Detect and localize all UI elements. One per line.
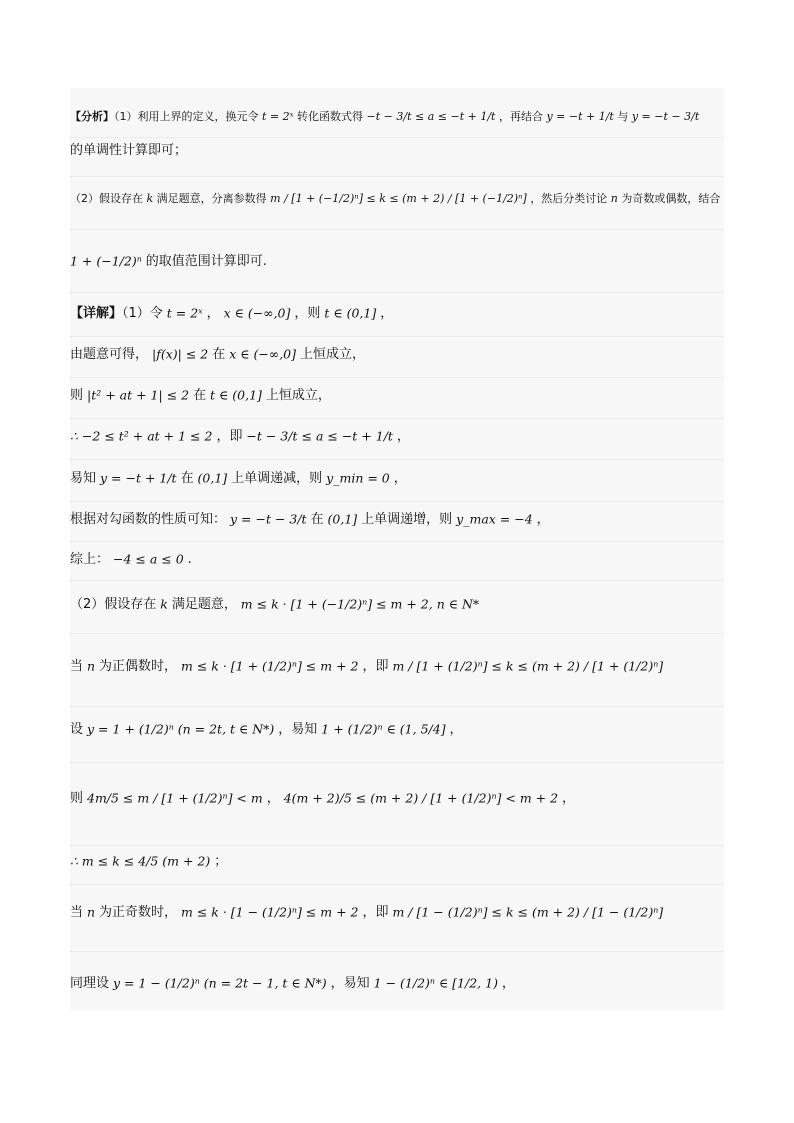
text-run: 当 [70, 659, 84, 674]
text-run: 综上： [70, 552, 110, 567]
math-expression: y = 1 + (1/2)ⁿ (n = 2t, t ∈ N*) [83, 721, 279, 737]
text-run: 同理设 [70, 976, 110, 991]
text-run: 为奇数或偶数，结合 [621, 192, 721, 205]
solution-line [70, 430, 724, 443]
line-separator [70, 176, 724, 177]
math-expression: y_max = −4 [452, 511, 537, 527]
line-separator [70, 541, 724, 542]
math-expression: y = 1 − (1/2)ⁿ (n = 2t − 1, t ∈ N*) [109, 975, 331, 991]
solution-line [70, 513, 724, 526]
math-expression: m / [1 − (1/2)ⁿ] ≤ k ≤ (m + 2) / [1 − (1/2)ⁿ] [388, 904, 664, 920]
math-expression: y_min = 0 [322, 470, 394, 486]
text-run: . [187, 552, 192, 567]
solution-line [70, 855, 724, 868]
line-separator [70, 137, 724, 138]
line-separator [70, 951, 724, 952]
line-separator [70, 292, 724, 293]
text-run: ，然后分类讨论 [530, 192, 608, 205]
line-separator [70, 884, 724, 885]
math-expression: ∴ −2 ≤ t² + at + 1 ≤ 2 [70, 428, 217, 444]
solution-line [70, 906, 724, 919]
math-expression: 4m/5 ≤ m / [1 + (1/2)ⁿ] < m [83, 790, 267, 806]
section-label: 【分析】 [70, 110, 114, 123]
line-separator [70, 845, 724, 846]
solution-panel [70, 88, 724, 1010]
solution-line [70, 389, 724, 402]
math-expression: (0,1] [323, 511, 362, 527]
math-expression: n [607, 192, 622, 205]
math-expression: |f(x)| ≤ 2 [148, 346, 213, 362]
solution-line [70, 472, 724, 485]
math-expression: −t − 3/t ≤ a ≤ −t + 1/t [242, 428, 397, 444]
math-expression: 1 − (1/2)ⁿ ∈ [1/2, 1) [369, 975, 502, 991]
line-separator [70, 580, 724, 581]
text-run: ， [380, 306, 394, 321]
text-run: ， [206, 306, 220, 321]
math-expression: |t² + at + 1| ≤ 2 [83, 387, 194, 403]
section-label: 【详解】 [70, 306, 123, 321]
solution-line [70, 977, 724, 990]
math-expression: x ∈ (−∞,0] [219, 305, 295, 321]
text-run: 则 [70, 791, 84, 806]
solution-line [70, 792, 724, 805]
text-run: ， [396, 429, 410, 444]
text-run: ，易知 [278, 722, 318, 737]
math-expression: 1 + (1/2)ⁿ ∈ (1, 5/4] [317, 721, 450, 737]
text-run: 上恒成立， [265, 388, 331, 403]
text-run: 的单调性计算即可； [70, 143, 188, 158]
text-run: ， [266, 791, 280, 806]
text-run: 在 [193, 388, 207, 403]
line-separator [70, 459, 724, 460]
math-expression: 4(m + 2)/5 ≤ (m + 2) / [1 + (1/2)ⁿ] < m + 2 [279, 790, 563, 806]
line-separator [70, 762, 724, 763]
solution-line [70, 348, 724, 361]
line-separator [70, 633, 724, 634]
math-expression: n [83, 904, 100, 920]
text-run: 为正偶数时， [99, 659, 178, 674]
solution-line [70, 110, 724, 123]
text-run: ； [214, 854, 228, 869]
text-run: 上恒成立， [299, 347, 365, 362]
text-run: 在 [180, 471, 194, 486]
math-expression: −t − 3/t ≤ a ≤ −t + 1/t [363, 110, 499, 123]
text-run: 当 [70, 905, 84, 920]
text-run: ， [536, 512, 550, 527]
math-expression: y = −t + 1/t [542, 110, 618, 123]
text-run: 则 [70, 388, 84, 403]
solution-line [70, 553, 724, 566]
line-separator [70, 501, 724, 502]
text-run: 在 [212, 347, 226, 362]
text-run: 上单调递减，则 [231, 471, 323, 486]
line-separator [70, 336, 724, 337]
text-run: 在 [310, 512, 324, 527]
text-run: 转化函数式得 [297, 110, 364, 123]
math-expression: ∴ m ≤ k ≤ 4/5 (m + 2) [70, 853, 215, 869]
text-run: 易知 [70, 471, 97, 486]
text-run: ， [562, 791, 576, 806]
solution-line [70, 307, 724, 320]
line-separator [70, 706, 724, 707]
text-run: ，则 [294, 306, 321, 321]
text-run: ， [449, 722, 463, 737]
math-expression: 1 + (−1/2)ⁿ [70, 253, 146, 269]
math-expression: m / [1 + (−1/2)ⁿ] ≤ k ≤ (m + 2) / [1 + (−1/2)ⁿ] [266, 192, 531, 205]
text-run: 由题意可得， [70, 347, 149, 362]
math-expression: (0,1] [193, 470, 232, 486]
text-run: 根据对勾函数的性质可知： [70, 512, 227, 527]
text-run: 为正奇数时， [99, 905, 178, 920]
solution-line [70, 723, 724, 736]
math-expression: m ≤ k · [1 + (−1/2)ⁿ] ≤ m + 2, n ∈ N* [236, 596, 480, 612]
math-expression: x ∈ (−∞,0] [225, 346, 300, 362]
text-run: ， [501, 976, 515, 991]
math-expression: m ≤ k · [1 + (1/2)ⁿ] ≤ m + 2 [177, 658, 363, 674]
solution-line [70, 144, 724, 157]
text-run: 满足题意， [171, 597, 237, 612]
text-run: 与 [617, 110, 629, 123]
text-run: 的取值范围计算即可. [145, 254, 267, 269]
math-expression: t ∈ (0,1] [320, 305, 381, 321]
solution-line [70, 660, 724, 673]
text-run: ， [393, 471, 407, 486]
text-run: ，即 [362, 659, 389, 674]
text-run: ，易知 [330, 976, 370, 991]
math-expression: −4 ≤ a ≤ 0 [109, 551, 188, 567]
math-expression: t = 2ˣ [162, 305, 207, 321]
line-separator [70, 418, 724, 419]
text-run: （1）利用上界的定义，换元令 [114, 110, 259, 123]
math-expression: k [143, 192, 157, 205]
math-expression: y = −t − 3/t [226, 511, 311, 527]
text-run: ，再结合 [498, 110, 543, 123]
math-expression: n [83, 658, 100, 674]
math-expression: m ≤ k · [1 − (1/2)ⁿ] ≤ m + 2 [177, 904, 363, 920]
text-run: ，即 [362, 905, 389, 920]
line-separator [70, 377, 724, 378]
math-expression: t ∈ (0,1] [206, 387, 266, 403]
text-run: （2）假设存在 [70, 597, 157, 612]
text-run: 满足题意，分离参数得 [156, 192, 267, 205]
text-run: （2）假设存在 [70, 192, 143, 205]
text-run: ，即 [216, 429, 243, 444]
text-run: 上单调递增，则 [361, 512, 453, 527]
text-run: （1）令 [122, 306, 163, 321]
math-expression: y = −t − 3/t [628, 110, 700, 123]
math-expression: k [156, 596, 172, 612]
math-expression: m / [1 + (1/2)ⁿ] ≤ k ≤ (m + 2) / [1 + (1/2)ⁿ] [388, 658, 664, 674]
solution-line [70, 255, 724, 268]
solution-line [70, 192, 724, 205]
math-expression: t = 2ˣ [258, 110, 298, 123]
text-run: 设 [70, 722, 84, 737]
solution-line [70, 598, 724, 611]
math-expression: y = −t + 1/t [96, 470, 181, 486]
line-separator [70, 229, 724, 230]
